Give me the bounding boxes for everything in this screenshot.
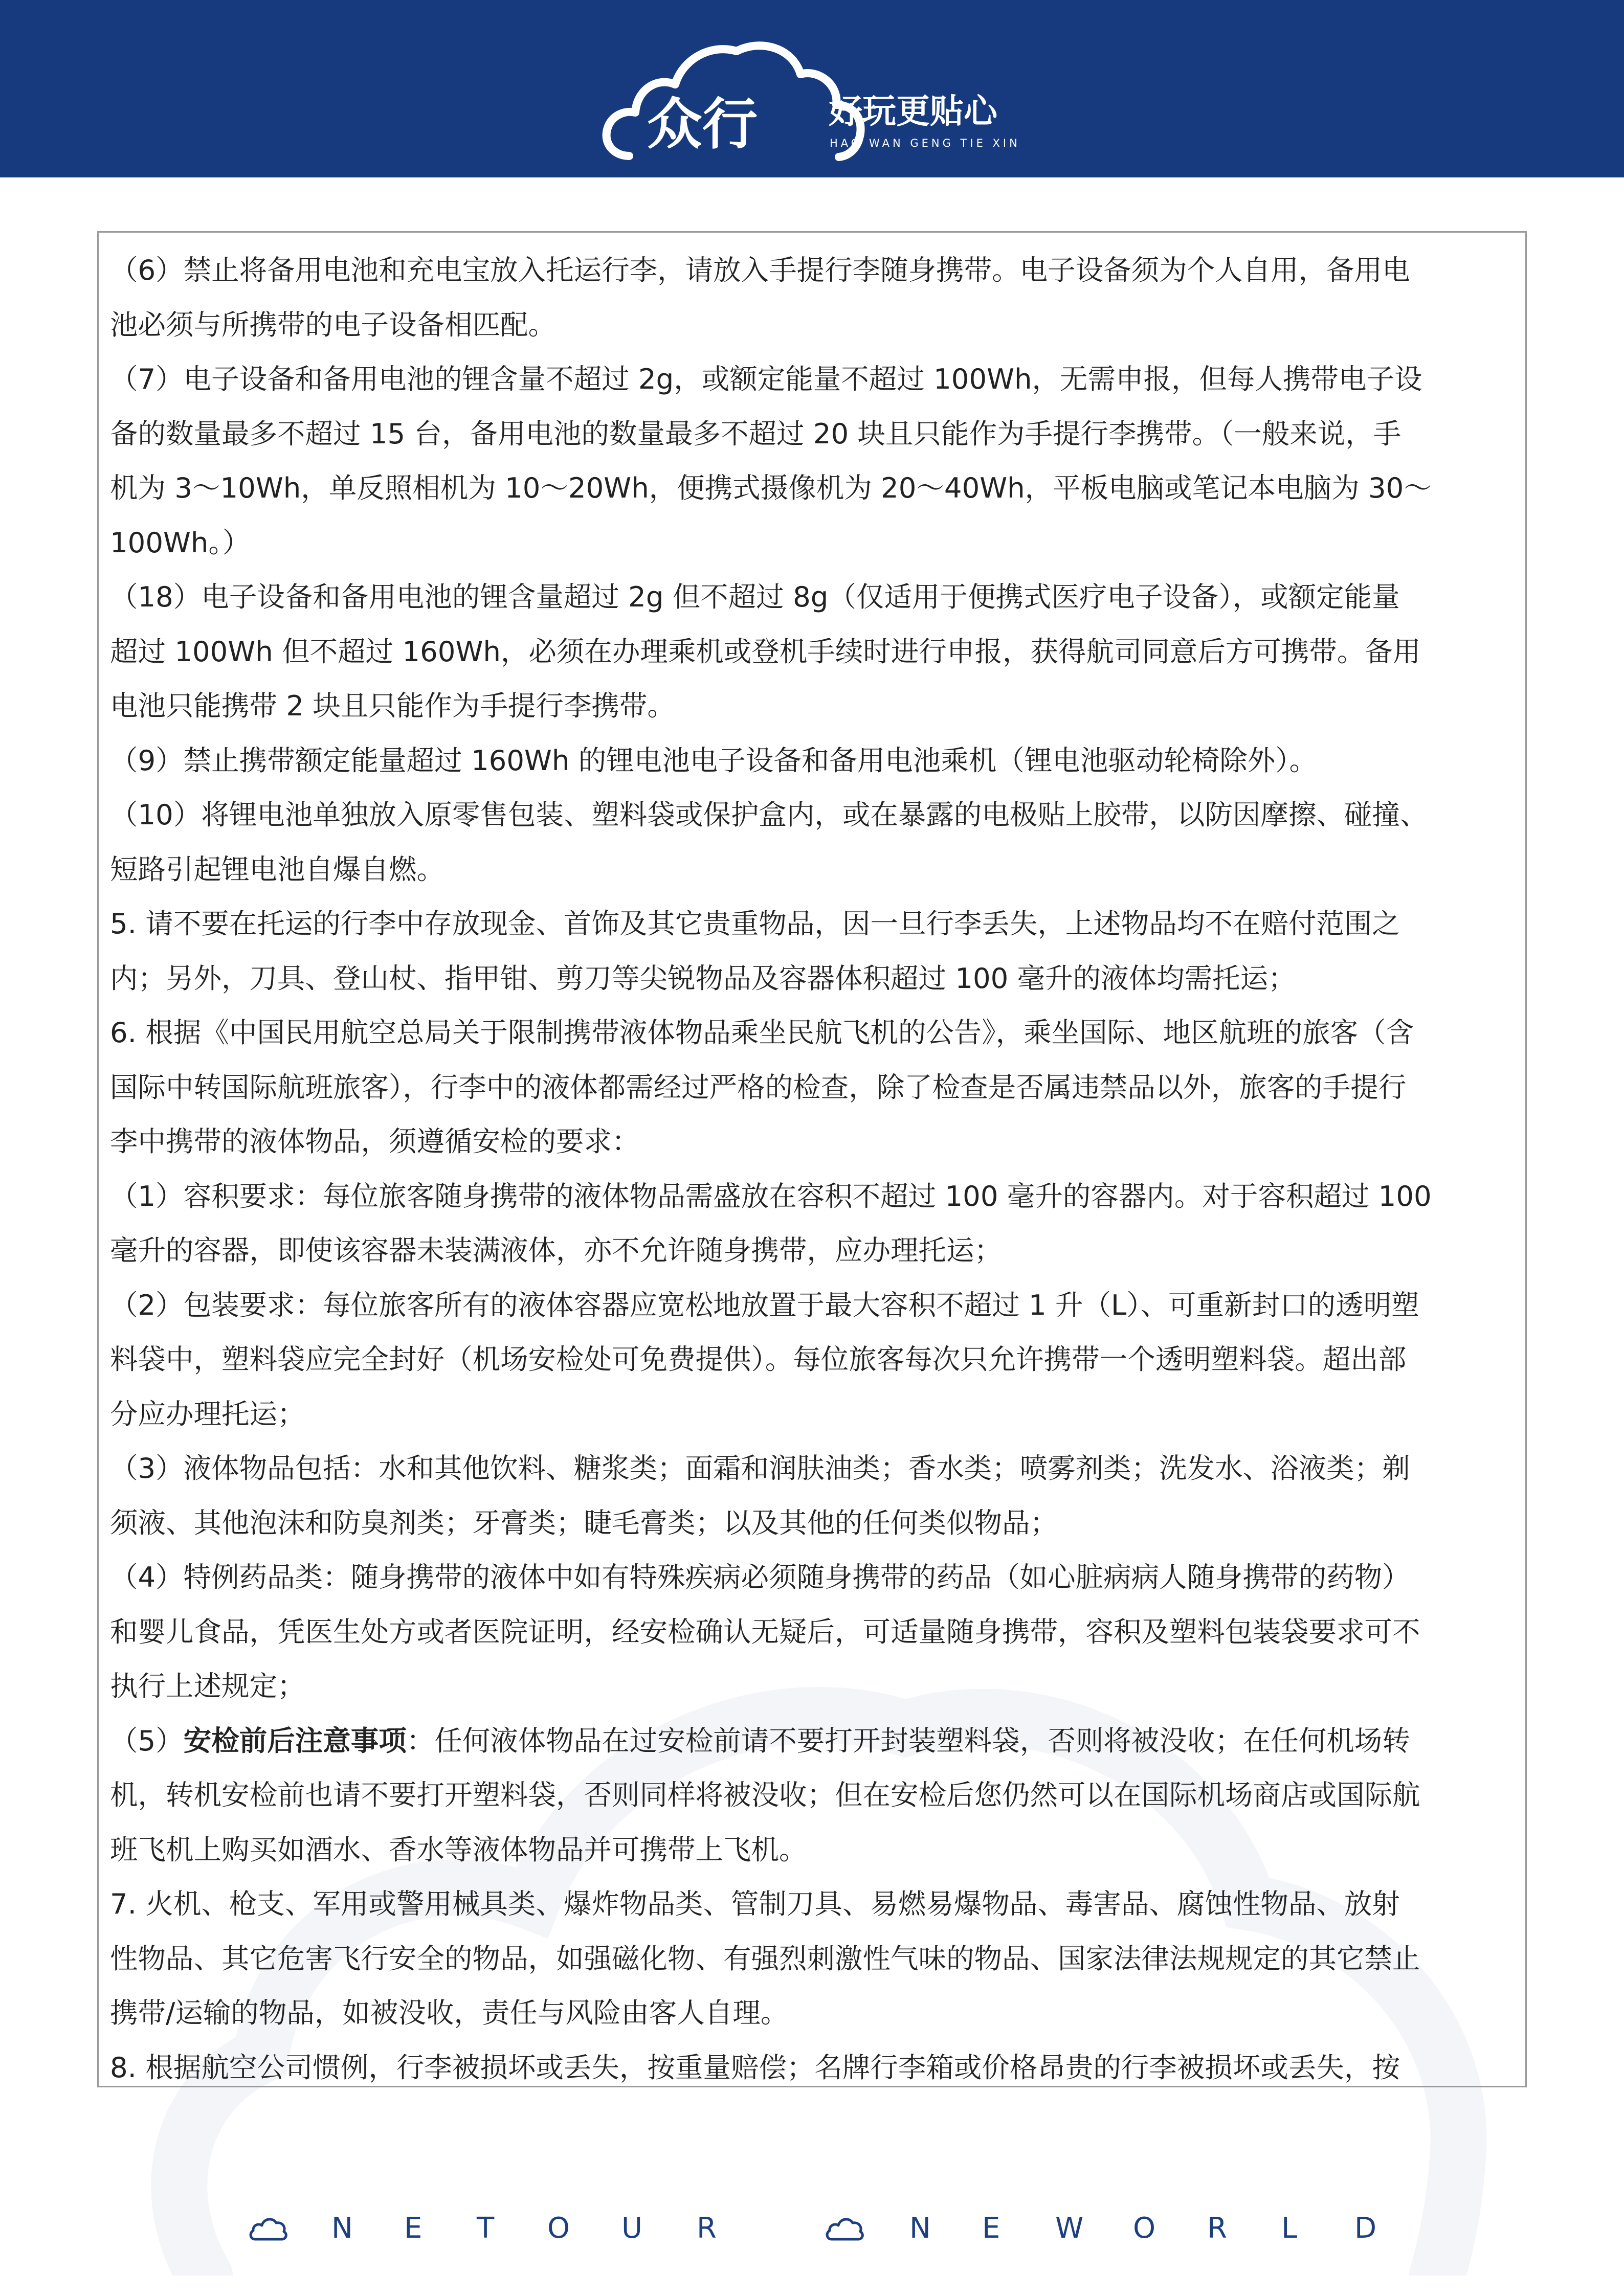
text-line: 5. 请不要在托运的行李中存放现金、首饰及其它贵重物品，因一旦行李丢失，上述物品均不在赔付范围之 <box>110 907 1400 940</box>
text-line: 7. 火机、枪支、军用或警用械具类、爆炸物品类、管制刀具、易燃易爆物品、毒害品、腐蚀性物品、放射 <box>110 1887 1400 1920</box>
text-line: 料袋中，塑料袋应完全封好（机场安检处可免费提供）。每位旅客每次只允许携带一个透明塑料袋。超出部 <box>110 1343 1407 1376</box>
footer-letter: T <box>477 2212 495 2245</box>
text-line: 性物品、其它危害飞行安全的物品，如强磁化物、有强烈刺激性气味的物品、国家法律法规规定的其它禁止 <box>110 1942 1420 1975</box>
text-line: 备的数量最多不超过 15 台，备用电池的数量最多不超过 20 块且只能作为手提行李携带。（一般来说，手 <box>110 417 1401 450</box>
footer-letter: O <box>547 2212 570 2245</box>
text-line: 机为 3～10Wh，单反照相机为 10～20Wh，便携式摄像机为 20～40Wh，平板电脑或笔记本电脑为 30～ <box>110 471 1432 504</box>
footer-letter: R <box>697 2212 717 2245</box>
attention-line <box>110 1714 1514 1768</box>
text-line: 须液、其他泡沫和防臭剂类；牙膏类；睫毛膏类；以及其他的任何类似物品； <box>110 1506 1058 1539</box>
text-line: （1）容积要求：每位旅客随身携带的液体物品需盛放在容积不超过 100 毫升的容器内。对于容积超过 100 <box>110 1179 1432 1212</box>
text-line: 短路引起锂电池自爆自燃。 <box>110 852 445 886</box>
text-line: （3）液体物品包括：水和其他饮料、糖浆类；面霜和润肤油类；香水类；喷雾剂类；洗发水、浴液类；剃 <box>110 1452 1410 1484</box>
notice-content <box>97 231 1527 2087</box>
text-line: 100Wh。） <box>110 526 251 559</box>
text-line: （2）包装要求：每位旅客所有的液体容器应宽松地放置于最大容积不超过 1 升（L）、可重新封口的透明塑 <box>110 1288 1419 1321</box>
footer-letter: U <box>621 2212 642 2245</box>
text-line: （18）电子设备和备用电池的锂含量超过 2g 但不超过 8g（仅适用于便携式医疗电子设备），或额定能量 <box>110 580 1400 613</box>
text-line: 和婴儿食品，凭医生处方或者医院证明，经安检确认无疑后，可适量随身携带，容积及塑料包装袋要求可不 <box>110 1615 1420 1648</box>
attention-text: ：任何液体物品在过安检前请不要打开封装塑料袋，否则将被没收；在任何机场转 <box>406 1724 1410 1757</box>
text-line: （4）特例药品类：随身携带的液体中如有特殊疾病必须随身携带的药品（如心脏病病人随身携带的药物） <box>110 1561 1410 1593</box>
brand-name: 众行 <box>647 93 758 156</box>
text-line: （7）电子设备和备用电池的锂含量不超过 2g，或额定能量不超过 100Wh，无需申报，但每人携带电子设 <box>110 363 1422 395</box>
attention-prefix: （5） <box>110 1724 184 1757</box>
text-line: 执行上述规定； <box>110 1670 305 1702</box>
text-line: （10）将锂电池单独放入原零售包装、塑料袋或保护盒内，或在暴露的电极贴上胶带，以防因摩擦、碰撞、 <box>110 798 1428 831</box>
footer-letter: N <box>909 2212 931 2245</box>
text-line: 8. 根据航空公司惯例，行李被损坏或丢失，按重量赔偿；名牌行李箱或价格昂贵的行李被损坏或丢失，按 <box>110 2051 1400 2084</box>
text-line: 机，转机安检前也请不要打开塑料袋，否则同样将被没收；但在安检后您仍然可以在国际机场商店或国际航 <box>110 1779 1420 1811</box>
footer-letter: L <box>1281 2212 1298 2245</box>
text-line: 池必须与所携带的电子设备相匹配。 <box>110 308 557 341</box>
page-header <box>0 0 1624 177</box>
text-line: 携带/运输的物品，如被没收，责任与风险由客人自理。 <box>110 1996 789 2029</box>
brand-slogan: 好玩更贴心 <box>829 92 997 131</box>
footer-letter: E <box>982 2212 1000 2245</box>
text-line: 班飞机上购买如酒水、香水等液体物品并可携带上飞机。 <box>110 1833 807 1866</box>
brand-logo <box>598 28 1038 161</box>
attention-label: 安检前后注意事项 <box>183 1724 407 1757</box>
cloud-icon <box>248 2213 289 2242</box>
text-line: 内；另外，刀具、登山杖、指甲钳、剪刀等尖锐物品及容器体积超过 100 毫升的液体均需托运； <box>110 961 1296 995</box>
footer-letter: D <box>1354 2212 1377 2245</box>
footer-letter: O <box>1133 2212 1156 2245</box>
text-line: 李中携带的液体物品，须遵循安检的要求： <box>110 1125 640 1158</box>
footer-letter: W <box>1055 2212 1084 2245</box>
cloud-icon <box>825 2213 865 2242</box>
footer-letter: R <box>1207 2212 1227 2245</box>
text-line: 6. 根据《中国民用航空总局关于限制携带液体物品乘坐民航飞机的公告》，乘坐国际、地区航班的旅客（含 <box>110 1016 1414 1049</box>
text-line: 毫升的容器，即使该容器未装满液体，亦不允许随身携带，应办理托运； <box>110 1234 1003 1267</box>
text-line: 电池只能携带 2 块且只能作为手提行李携带。 <box>110 689 675 722</box>
text-line: （6）禁止将备用电池和充电宝放入托运行李，请放入手提行李随身携带。电子设备须为个人自用，备用电 <box>110 254 1410 286</box>
text-line: 超过 100Wh 但不超过 160Wh，必须在办理乘机或登机手续时进行申报，获得航司同意后方可携带。备用 <box>110 635 1421 668</box>
footer-letter: N <box>331 2212 353 2245</box>
page-footer <box>0 2201 1624 2263</box>
text-line: 国际中转国际航班旅客），行李中的液体都需经过严格的检查，除了检查是否属违禁品以外，旅客的手提行 <box>110 1070 1407 1104</box>
brand-slogan-pinyin: HAO WAN GENG TIE XIN <box>830 137 1020 149</box>
text-line: （9）禁止携带额定能量超过 160Wh 的锂电池电子设备和备用电池乘机（锂电池驱动轮椅除外）。 <box>110 744 1318 777</box>
text-line: 分应办理托运； <box>110 1397 305 1430</box>
footer-letter: E <box>404 2212 422 2245</box>
